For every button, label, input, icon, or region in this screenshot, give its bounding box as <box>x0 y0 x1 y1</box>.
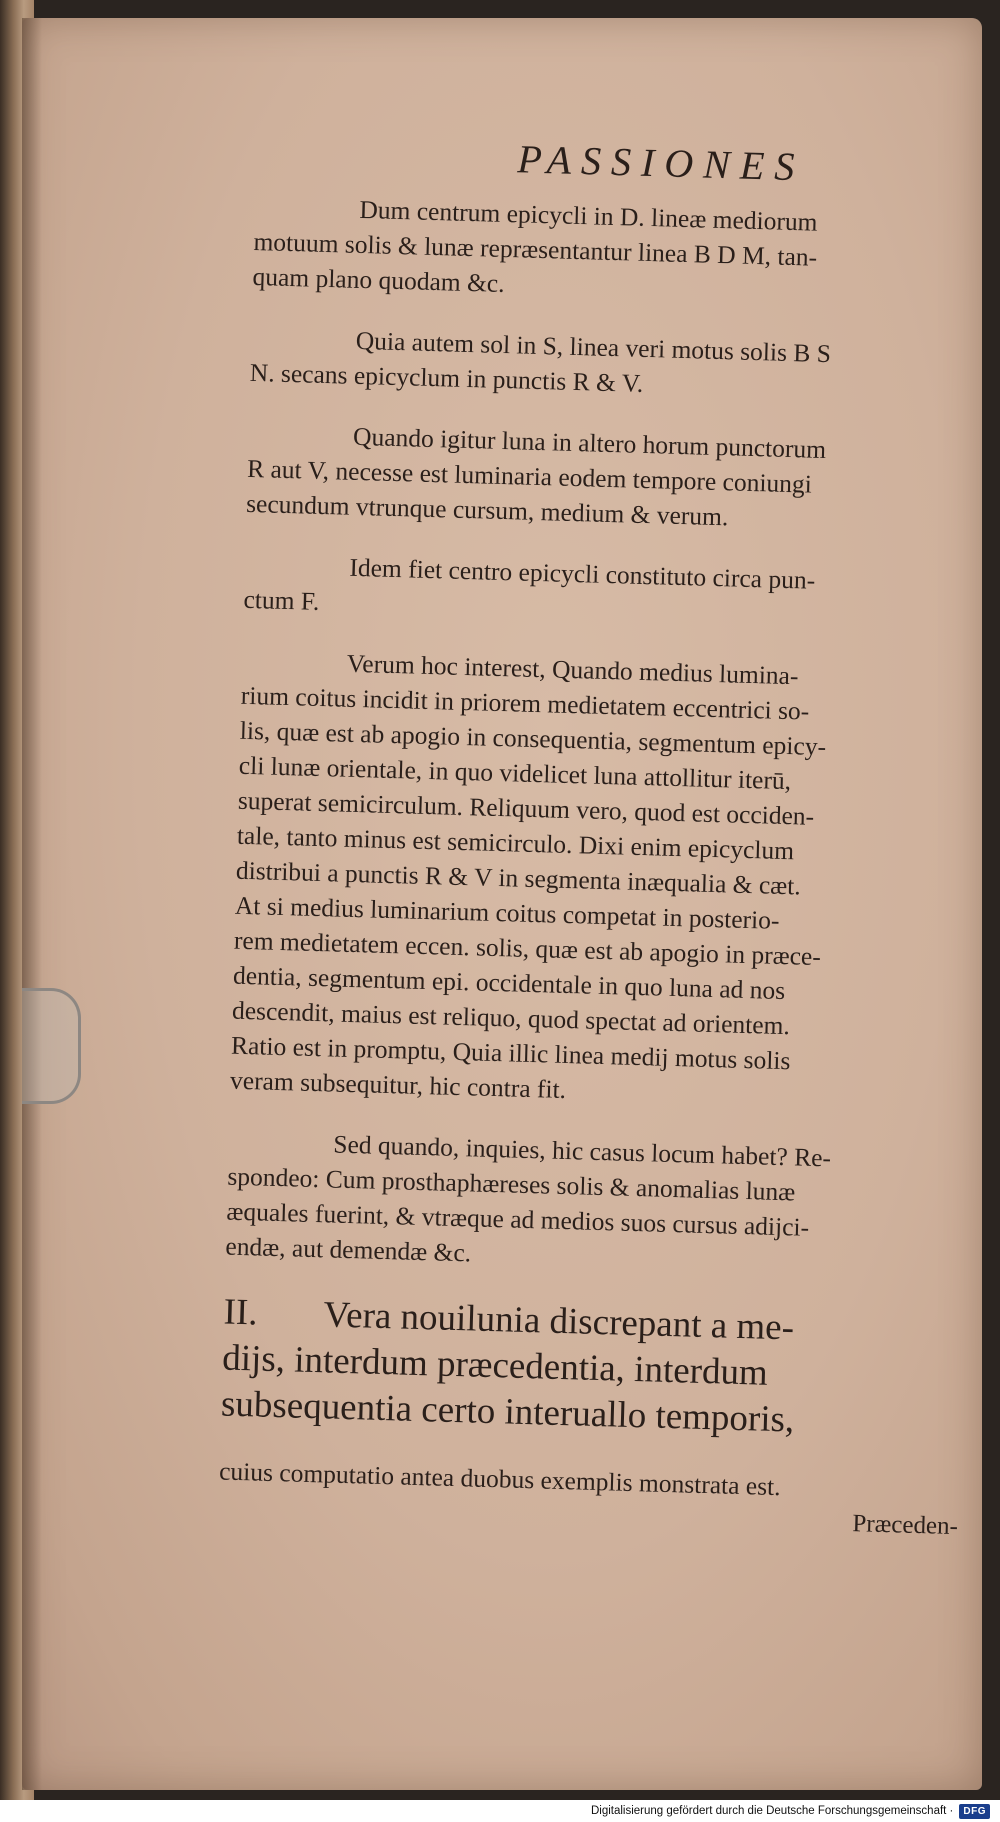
text-line: descendit, maius est reliquo, quod spectat ad orientem. <box>231 995 791 1041</box>
paragraph <box>225 1124 969 1285</box>
paragraphs <box>225 189 995 1284</box>
dfg-logo: DFG <box>959 1804 990 1819</box>
text-line: tale, tanto minus est semicirculo. Dixi enim epicyclum <box>236 820 795 866</box>
text-line: motuum solis & lunæ repræsentantur linea B D M, tan- <box>253 226 818 272</box>
section-line-3: subsequentia certo interuallo temporis, <box>220 1383 795 1441</box>
text-line: Quia autem sol in S, linea veri motus solis B S <box>355 325 832 369</box>
text-line: Ratio est in promptu, Quia illic linea medij motus solis <box>230 1030 791 1076</box>
paragraph <box>230 643 982 1118</box>
section-line-1: II. Vera nouilunia discrepant a me- <box>223 1291 795 1349</box>
text-line: lis, quæ est ab apogio in consequentia, segmentum epicy- <box>239 715 827 762</box>
section-heading <box>220 1290 964 1449</box>
text-line: dentia, segmentum epi. occidentale in quo luna ad nos <box>232 960 786 1006</box>
book-page <box>22 18 982 1790</box>
text-line: cli lunæ orientale, in quo videlicet luna attollitur iterū, <box>238 750 792 796</box>
text-line: superat semicirculum. Reliquum vero, quod est occiden- <box>237 785 815 831</box>
text-line: æquales fuerint, & vtræque ad medios suos cursus adijci- <box>226 1196 810 1242</box>
text-line: ctum F. <box>243 584 320 616</box>
paragraph <box>243 547 985 638</box>
text-line: rem medietatem eccen. solis, quæ est ab apogio in præce- <box>233 925 822 972</box>
text-line: secundum vtrunque cursum, medium & verum. <box>245 488 729 532</box>
text-line: Sed quando, inquies, hic casus locum habet? Re- <box>332 1129 832 1173</box>
section-line-2: dijs, interdum præcedentia, interdum <box>221 1337 769 1394</box>
text-line: At si medius luminarium coitus competat in posterio- <box>234 890 780 935</box>
page-text <box>218 118 997 1541</box>
text-line: Verum hoc interest, Quando medius lumina- <box>346 648 799 691</box>
paragraph <box>246 416 989 542</box>
footer-credit: Digitalisierung gefördert durch die Deutsche Forschungsgemeinschaft · <box>590 1805 954 1817</box>
catchword: Præceden- <box>852 1510 959 1541</box>
text-line: Idem fiet centro epicycli constituto circa pun- <box>349 552 816 595</box>
running-head: PASSIONES <box>516 136 805 190</box>
text-line: endæ, aut demendæ &c. <box>225 1231 472 1268</box>
page-clip <box>22 988 81 1104</box>
section-number: II. <box>223 1291 259 1334</box>
digitization-footer <box>0 1800 1000 1822</box>
text-line: N. secans epicyclum in punctis R & V. <box>249 357 644 398</box>
text-line: quam plano quodam &c. <box>252 261 506 298</box>
section-last-line: cuius computatio antea duobus exemplis monstrata est. <box>218 1456 781 1502</box>
text-line: Dum centrum epicycli in D. lineæ mediorum <box>359 194 818 237</box>
text-line: spondeo: Cum prosthaphæreses solis & anomalias lunæ <box>227 1161 796 1207</box>
text-line: distribui a punctis R & V in segmenta inæqualia & cæt. <box>235 855 802 901</box>
text-line: R aut V, necesse est luminaria eodem tempore coniungi <box>246 453 813 499</box>
paragraph <box>252 189 995 315</box>
text-line: Quando igitur luna in altero horum punctorum <box>352 421 827 465</box>
paragraph <box>249 320 991 411</box>
text-line: rium coitus incidit in priorem medietatem eccentrici so- <box>240 680 810 726</box>
text-line: veram subsequitur, hic contra fit. <box>229 1065 567 1105</box>
